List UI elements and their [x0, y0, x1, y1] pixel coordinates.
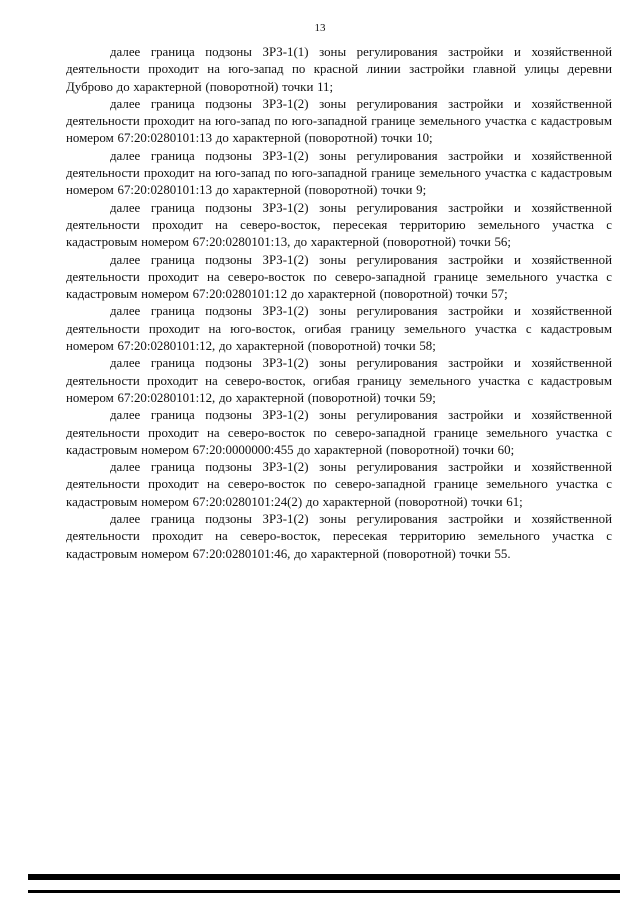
paragraph-10: далее граница подзоны ЗРЗ-1(2) зоны регулирования застройки и хозяйственной деятельности проходит на северо-восток, пересекая территорию земельного участка с кадастровым номером 67:20:0280101:46, до характерной (поворотной) точки 55.: [66, 512, 612, 561]
paragraph-7: далее граница подзоны ЗРЗ-1(2) зоны регулирования застройки и хозяйственной деятельности проходит на северо-восток, огибая границу земельного участка с кадастровым номером 67:20:0280101:12, до характерной (поворотной) точки 59;: [66, 356, 612, 405]
paragraph-9: далее граница подзоны ЗРЗ-1(2) зоны регулирования застройки и хозяйственной деятельности проходит на северо-восток по северо-западной границе земельного участка с кадастровым номером 67:20:0280101:24(2) до характерной (поворотной) точки 61;: [66, 460, 612, 509]
footer-rule: [28, 874, 620, 880]
paragraph-6: далее граница подзоны ЗРЗ-1(2) зоны регулирования застройки и хозяйственной деятельности проходит на юго-восток, огибая границу земельного участка с кадастровым номером 67:20:0280101:12, до характерной (поворотной) точки 58;: [66, 304, 612, 354]
paragraph-4: далее граница подзоны ЗРЗ-1(2) зоны регулирования застройки и хозяйственной деятельности проходит на северо-восток, пересекая территорию земельного участка с кадастровым номером 67:20:0280101:13, до характерной (поворотной) точки 56;: [66, 200, 612, 250]
page-number: 13: [314, 22, 326, 34]
footer-rule-secondary: [28, 890, 620, 893]
paragraph-5: далее граница подзоны ЗРЗ-1(2) зоны регулирования застройки и хозяйственной деятельности проходит на северо-восток по северо-западной границе земельного участка с кадастровым номером 67:20:0280101:12 до характерной (поворотной) точки 57;: [66, 252, 612, 302]
body-text: [66, 44, 612, 563]
paragraph-2: далее граница подзоны ЗРЗ-1(2) зоны регулирования застройки и хозяйственной деятельности проходит на юго-запад по юго-западной границе земельного участка с кадастровым номером 67:20:0280101:13 до характерной (поворотной) точки 10;: [66, 96, 612, 146]
paragraph-3: далее граница подзоны ЗРЗ-1(2) зоны регулирования застройки и хозяйственной деятельности проходит на юго-запад по юго-западной границе земельного участка с кадастровым номером 67:20:0280101:13 до характерной (поворотной) точки 9;: [66, 148, 612, 198]
paragraph-8: далее граница подзоны ЗРЗ-1(2) зоны регулирования застройки и хозяйственной деятельности проходит на северо-восток по северо-западной границе земельного участка с кадастровым номером 67:20:0000000:455 до характерной (поворотной) точки 60;: [66, 408, 612, 457]
paragraph-1: далее граница подзоны ЗРЗ-1(1) зоны регулирования застройки и хозяйственной деятельности проходит на юго-запад по красной линии застройки главной улицы деревни Дуброво до характерной (поворотной) точки 11;: [66, 45, 612, 94]
